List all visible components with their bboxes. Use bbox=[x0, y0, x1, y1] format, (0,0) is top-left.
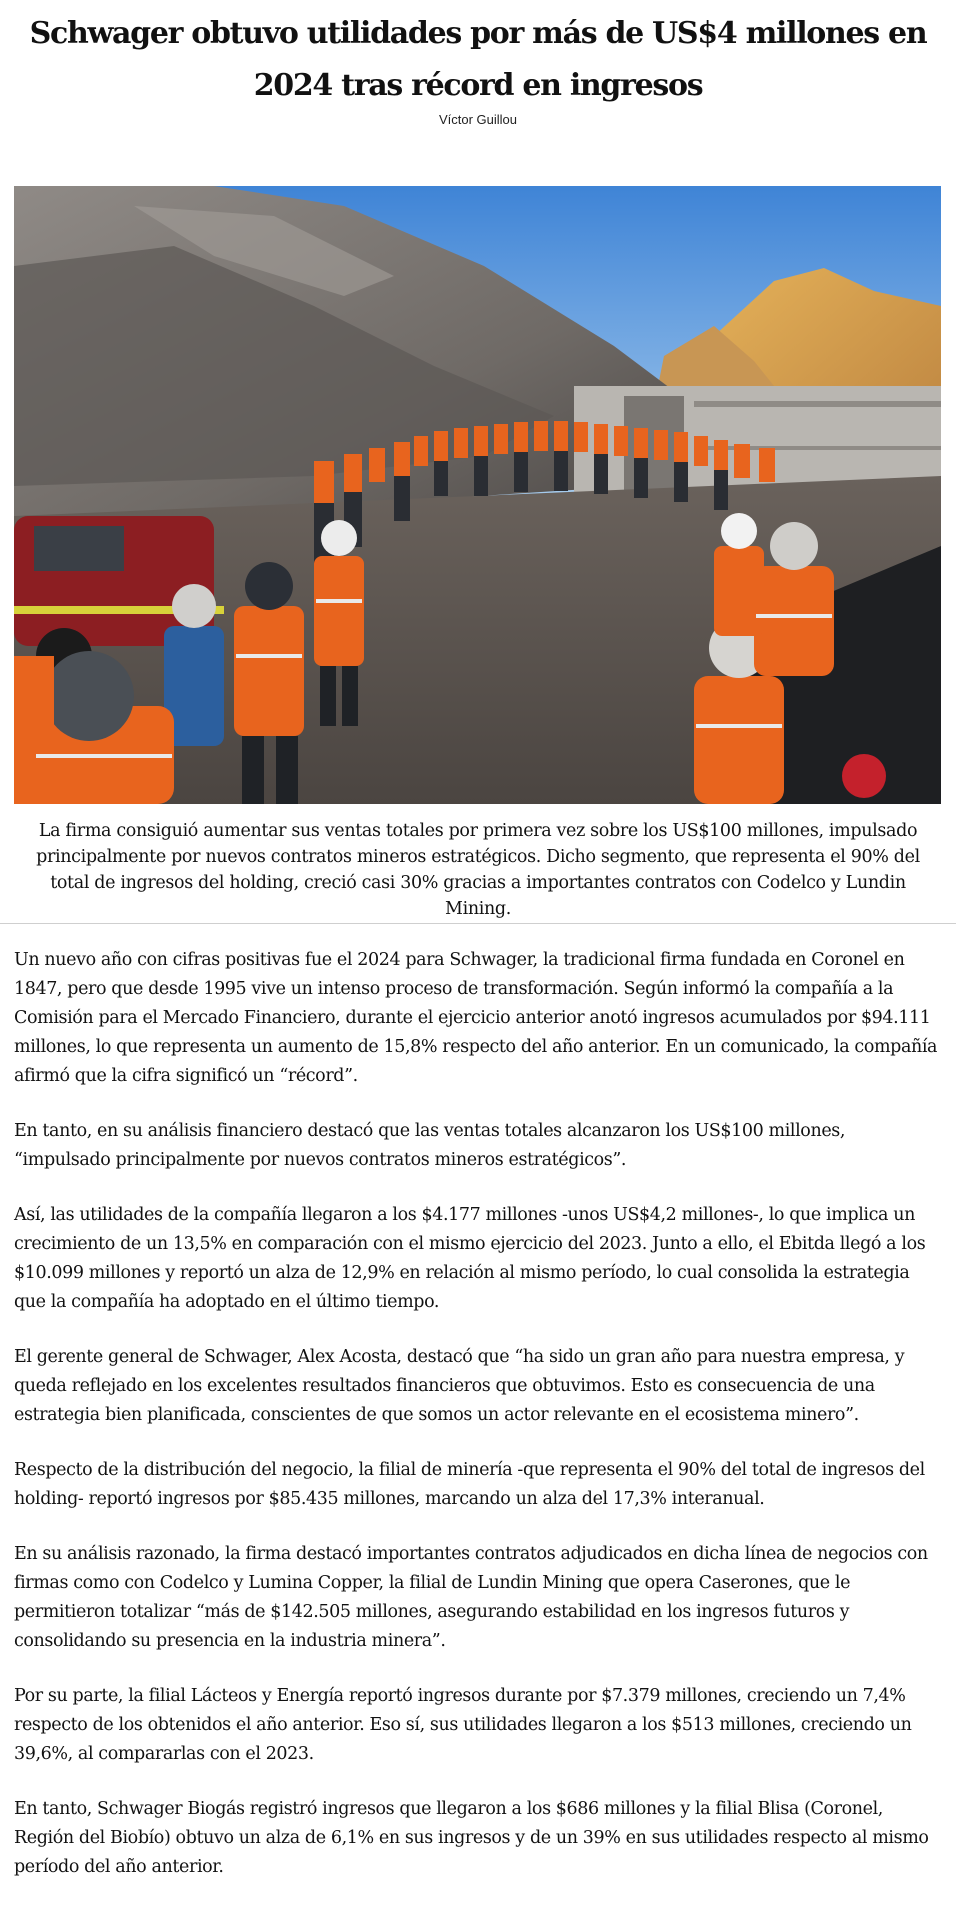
article-paragraph: En su análisis razonado, la firma destacó importantes contratos adjudicados en dicha línea de negocios con firmas como con Codelco y Lumina Copper, la filial de Lundin Mining que opera Caserones, que le permitieron totalizar “más de $142.505 millones, asegurando estabilidad en los ingresos futuros y consolidando su presencia en la industria minera”. bbox=[14, 1544, 928, 1651]
author-byline[interactable]: Víctor Guillou bbox=[438, 112, 518, 127]
article-body bbox=[14, 946, 944, 1908]
photo-caption: La firma consiguió aumentar sus ventas totales por primera vez sobre los US$100 millones, impulsado principalmente por nuevos contratos mineros estratégicos. Dicho segmento, que representa el 90% del total de ingresos del holding, creció casi 30% gracias a importantes contratos con Codelco y Lundin Mining. bbox=[36, 821, 920, 919]
article-paragraph: Respecto de la distribución del negocio, la filial de minería -que representa el 90% del total de ingresos del holding- reportó ingresos por $85.435 millones, marcando un alza del 17,3% interanual. bbox=[14, 1460, 925, 1509]
article-headline: Schwager obtuvo utilidades por más de US$4 millones en 2024 tras récord en ingresos bbox=[29, 16, 927, 103]
article-paragraph: En tanto, en su análisis financiero destacó que las ventas totales alcanzaron los US$100 millones, “impulsado principalmente por nuevos contratos mineros estratégicos”. bbox=[14, 1121, 846, 1170]
article-photo-miners bbox=[14, 186, 941, 804]
article-paragraph: Así, las utilidades de la compañía llegaron a los $4.177 millones -unos US$4,2 millones-, lo que implica un crecimiento de un 13,5% en comparación con el mismo ejercicio del 2023. Junto a ello, el Ebitda llegó a los $10.099 millones y reportó un alza de 12,9% en relación al mismo período, lo cual consolida la estrategia que la compañía ha adoptado en el último tiempo. bbox=[14, 1205, 926, 1312]
section-divider bbox=[0, 923, 956, 924]
article-paragraph: Un nuevo año con cifras positivas fue el 2024 para Schwager, la tradicional firma fundada en Coronel en 1847, pero que desde 1995 vive un intenso proceso de transformación. Según informó la compañía a la Comisión para el Mercado Financiero, durante el ejercicio anterior anotó ingresos acumulados por $94.111 millones, lo que representa un aumento de 15,8% respecto del año anterior. En un comunicado, la compañía afirmó que la cifra significó un “récord”. bbox=[14, 950, 938, 1086]
article-paragraph: En tanto, Schwager Biogás registró ingresos que llegaron a los $686 millones y la filial Blisa (Coronel, Región del Biobío) obtuvo un alza de 6,1% en sus ingresos y de un 39% en sus utilidades respecto al mismo período del año anterior. bbox=[14, 1799, 929, 1877]
article-paragraph: Por su parte, la filial Lácteos y Energía reportó ingresos durante por $7.379 millones, creciendo un 7,4% respecto de los obtenidos el año anterior. Eso sí, sus utilidades llegaron a los $513 millones, creciendo un 39,6%, al compararlas con el 2023. bbox=[14, 1686, 912, 1764]
article-paragraph: El gerente general de Schwager, Alex Acosta, destacó que “ha sido un gran año para nuestra empresa, y queda reflejado en los excelentes resultados financieros que obtuvimos. Esto es consecuencia de una estrategia bien planificada, conscientes de que somos un actor relevante en el ecosistema minero”. bbox=[14, 1347, 905, 1425]
